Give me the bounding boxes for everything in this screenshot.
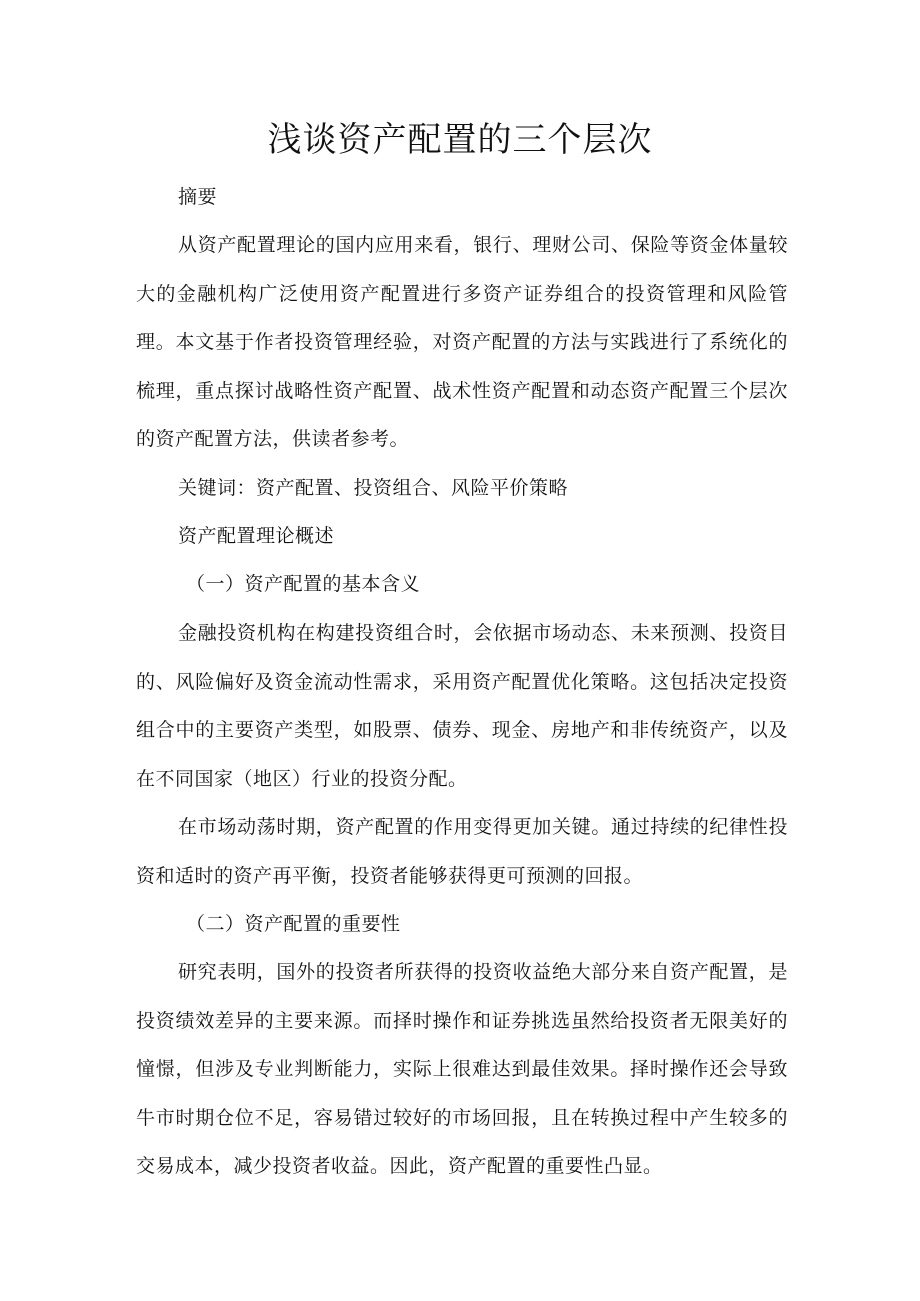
subsection-heading-basic-meaning: （一）资产配置的基本含义 [186, 573, 421, 595]
section-heading-overview: 资产配置理论概述 [178, 525, 335, 547]
paragraph-basic-meaning-1: 金融投资机构在构建投资组合时，会依据市场动态、未来预测、投资目的、风险偏好及资金流动性需求，采用资产配置优化策略。这包括决定投资组合中的主要资产类型，如股票、债券、现金、房地产和非传统资产，以及在不同国家（地区）行业的投资分配。 [136, 622, 788, 790]
subsection-heading-importance: （二）资产配置的重要性 [186, 913, 401, 935]
paragraph-importance: 研究表明，国外的投资者所获得的投资收益绝大部分来自资产配置，是投资绩效差异的主要来源。而择时操作和证券挑选虽然给投资者无限美好的憧憬，但涉及专业判断能力，实际上很难达到最佳效果。择时操作还会导致牛市时期仓位不足，容易错过较好的市场回报，且在转换过程中产生较多的交易成本，减少投资者收益。因此，资产配置的重要性凸显。 [136, 961, 788, 1177]
paragraph-basic-meaning-2: 在市场动荡时期，资产配置的作用变得更加关键。通过持续的纪律性投资和适时的资产再平衡，投资者能够获得更可预测的回报。 [136, 816, 788, 887]
document-title: 浅谈资产配置的三个层次 [267, 120, 653, 160]
abstract-paragraph: 从资产配置理论的国内应用来看，银行、理财公司、保险等资金体量较大的金融机构广泛使用资产配置进行多资产证券组合的投资管理和风险管理。本文基于作者投资管理经验，对资产配置的方法与实践进行了系统化的梳理，重点探讨战略性资产配置、战术性资产配置和动态资产配置三个层次的资产配置方法，供读者参考。 [136, 234, 788, 450]
keywords-line: 关键词：资产配置、投资组合、风险平价策略 [178, 477, 569, 499]
abstract-heading: 摘要 [178, 186, 218, 208]
